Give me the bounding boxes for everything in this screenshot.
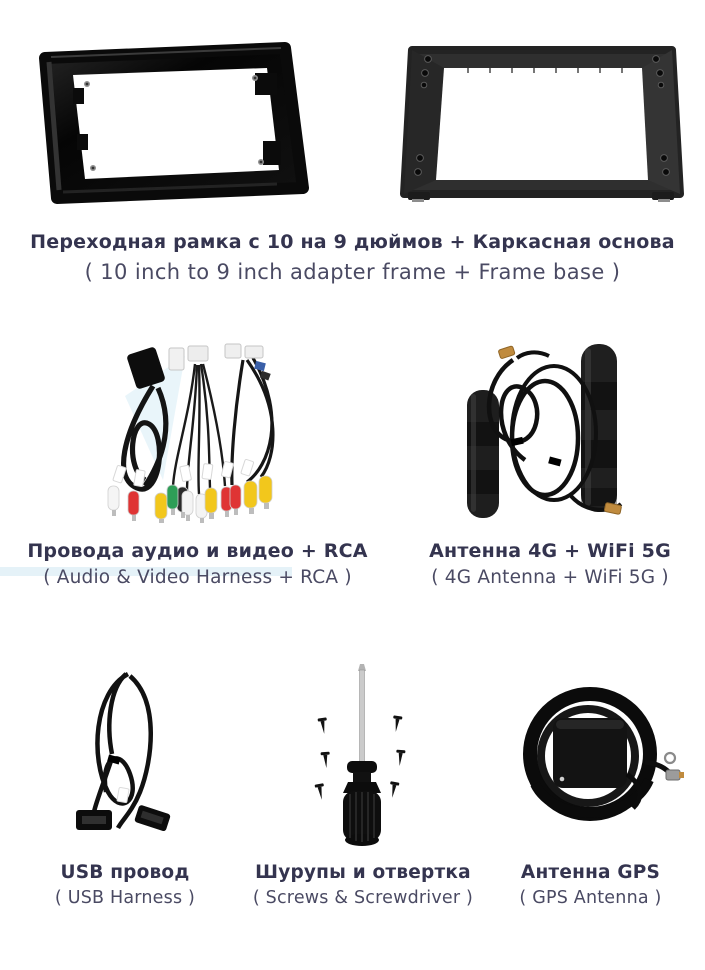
frames-title-ru: Переходная рамка с 10 на 9 дюймов + Каркасная основа bbox=[30, 231, 675, 253]
section-middle bbox=[0, 338, 705, 588]
antenna-4g-wifi-photo bbox=[453, 338, 648, 524]
rca-title-en: ( Audio & Video Harness + RCA ) bbox=[43, 567, 352, 588]
av-harness-photo bbox=[95, 338, 300, 524]
av-harness-cell bbox=[0, 338, 395, 588]
screws-title-ru: Шурупы и отвертка bbox=[255, 862, 471, 883]
rca-title-ru: Провода аудио и видео + RCA bbox=[27, 540, 368, 562]
frames-title-en: ( 10 inch to 9 inch adapter frame + Frame base ) bbox=[84, 260, 621, 284]
gps-title-en: ( GPS Antenna ) bbox=[519, 888, 662, 908]
gps-title-ru: Антенна GPS bbox=[520, 862, 661, 883]
gps-antenna-photo bbox=[493, 662, 688, 848]
antenna-title-ru: Антенна 4G + WiFi 5G bbox=[429, 540, 671, 562]
section-bottom bbox=[0, 662, 705, 908]
usb-harness-photo bbox=[50, 662, 200, 848]
usb-title-ru: USB провод bbox=[60, 862, 190, 883]
usb-title-en: ( USB Harness ) bbox=[54, 888, 196, 908]
screws-title-en: ( Screws & Screwdriver ) bbox=[252, 888, 474, 908]
antenna-4g-cell bbox=[395, 338, 705, 588]
usb-cell bbox=[0, 662, 250, 908]
antenna-title-en: ( 4G Antenna + WiFi 5G ) bbox=[431, 567, 669, 588]
adapter-frame-photo bbox=[19, 42, 311, 204]
gps-cell bbox=[476, 662, 705, 908]
screws-cell bbox=[250, 662, 476, 908]
screws-screwdriver-photo bbox=[298, 662, 428, 848]
frame-base-photo bbox=[398, 42, 686, 204]
frames-photos-row bbox=[0, 42, 705, 206]
section-frames bbox=[0, 0, 705, 284]
